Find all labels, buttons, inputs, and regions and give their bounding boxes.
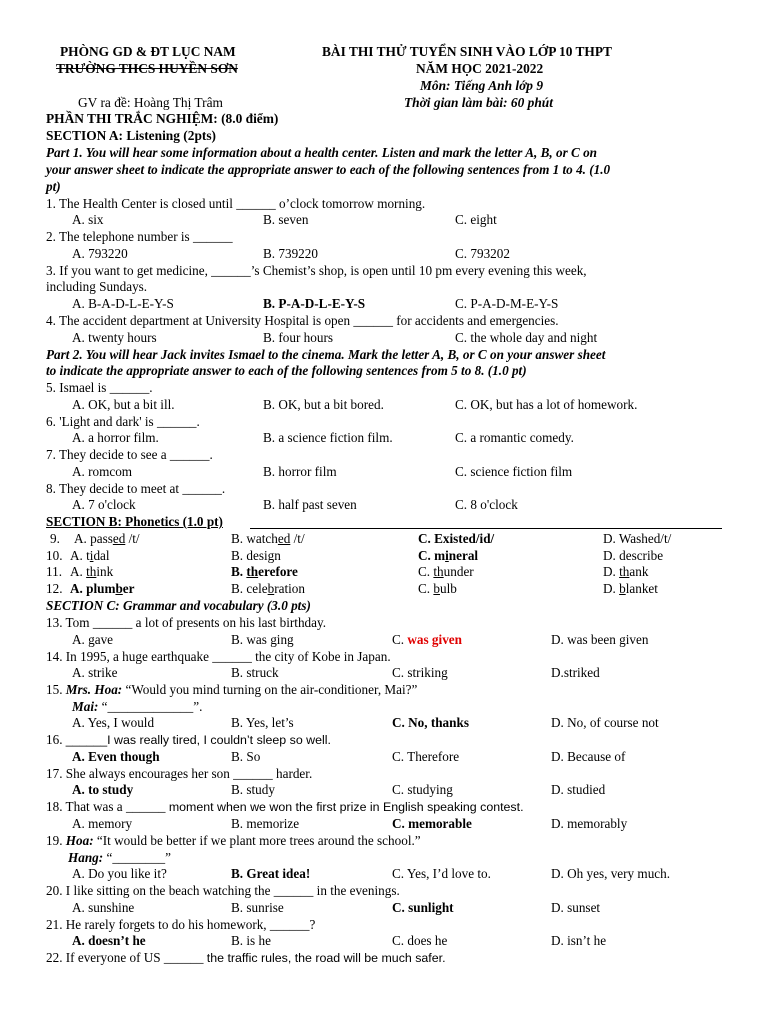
section-b-rule: [250, 528, 722, 529]
q9-option-b: B. watched /t/: [231, 531, 305, 546]
q14-option-c: C. striking: [392, 665, 448, 680]
teacher-name: GV ra đề: Hoàng Thị Trâm: [78, 95, 223, 110]
q11-option-c: C. thunder: [418, 564, 474, 579]
q11-option-d: D. thank: [603, 564, 649, 579]
q4-stem: 4. The accident department at University Hospital is open ______ for accidents and emergencies.: [46, 313, 559, 328]
q3-option-c: C. P-A-D-M-E-Y-S: [455, 296, 559, 311]
q7-option-a: A. romcom: [72, 464, 133, 479]
q16-option-b: B. So: [231, 749, 261, 764]
q2-option-b: B. 739220: [263, 246, 318, 261]
q5-stem: 5. Ismael is ______.: [46, 380, 153, 395]
q17-option-c: C. studying: [392, 782, 453, 797]
q20-stem: 20. I like sitting on the beach watching the ______ in the evenings.: [46, 883, 400, 898]
school-dept: PHÒNG GD & ĐT LỤC NAM: [60, 44, 236, 59]
q21-option-d: D. isn’t he: [551, 933, 607, 948]
q5-option-a: A. OK, but a bit ill.: [72, 397, 175, 412]
q20-option-b: B. sunrise: [231, 900, 284, 915]
q4-option-c: C. the whole day and night: [455, 330, 598, 345]
q13-answer-highlight: was given: [407, 632, 462, 647]
q8-stem: 8. They decide to meet at ______.: [46, 481, 226, 496]
q11-number: 11.: [46, 564, 62, 579]
q10-option-d: D. describe: [603, 548, 664, 563]
q11-option-a: A. think: [70, 564, 114, 579]
q22-stem: 22. If everyone of US ______ the traffic rules, the road will be much safer.: [46, 950, 446, 965]
q15-reply: Mai: “_____________”.: [72, 699, 203, 714]
q2-option-a: A. 793220: [72, 246, 128, 261]
part1-instruction-2: your answer sheet to indicate the appropriate answer to each of the following sentences from 1 to 4. (1.0: [46, 162, 611, 177]
q8-option-b: B. half past seven: [263, 497, 357, 512]
q12-option-d: D. blanket: [603, 581, 658, 596]
q9-option-c: C. Existed/id/: [418, 531, 495, 546]
q20-option-a: A. sunshine: [72, 900, 135, 915]
q15-option-b: B. Yes, let’s: [231, 715, 294, 730]
q18-option-d: D. memorably: [551, 816, 628, 831]
q18-option-b: B. memorize: [231, 816, 300, 831]
q14-option-d: D.striked: [551, 665, 600, 680]
q6-option-b: B. a science fiction film.: [263, 430, 393, 445]
section-b-title: SECTION B: Phonetics (1.0 pt): [46, 514, 223, 529]
q9-option-d: D. Washed/t/: [603, 531, 672, 546]
part1-instruction: Part 1. You will hear some information about a health center. Listen and mark the letter A, B, or C on: [46, 145, 598, 160]
part2-instruction: Part 2. You will hear Jack invites Ismael to the cinema. Mark the letter A, B, or C on your answer sheet: [46, 347, 606, 362]
q18-stem: 18. That was a ______ moment when we won the first prize in English speaking contest.: [46, 799, 524, 814]
q5-option-b: B. OK, but a bit bored.: [263, 397, 384, 412]
q20-option-c: C. sunlight: [392, 900, 454, 915]
q8-option-c: C. 8 o'clock: [455, 497, 518, 512]
q15-option-d: D. No, of course not: [551, 715, 659, 730]
q12-option-a: A. plumber: [70, 581, 135, 596]
q17-option-d: D. studied: [551, 782, 606, 797]
q15-stem: 15. Mrs. Hoa: “Would you mind turning on the air-conditioner, Mai?”: [46, 682, 418, 697]
q12-option-c: C. bulb: [418, 581, 457, 596]
q1-option-c: C. eight: [455, 212, 497, 227]
q19-stem: 19. Hoa: “It would be better if we plant more trees around the school.”: [46, 833, 421, 848]
q18-option-a: A. memory: [72, 816, 133, 831]
q13-option-a: A. gave: [72, 632, 114, 647]
q2-option-c: C. 793202: [455, 246, 510, 261]
q7-stem: 7. They decide to see a ______.: [46, 447, 213, 462]
q6-option-c: C. a romantic comedy.: [455, 430, 574, 445]
q3-option-a: A. B-A-D-L-E-Y-S: [72, 296, 174, 311]
section-a-title: SECTION A: Listening (2pts): [46, 128, 217, 143]
part1-instruction-3: pt): [46, 179, 61, 194]
q17-stem: 17. She always encourages her son ______ harder.: [46, 766, 313, 781]
q5-option-c: C. OK, but has a lot of homework.: [455, 397, 638, 412]
subject: Môn: Tiếng Anh lớp 9: [420, 78, 544, 93]
q9-number: 9.: [50, 531, 60, 546]
q16-option-d: D. Because of: [551, 749, 626, 764]
q16-option-c: C. Therefore: [392, 749, 460, 764]
q10-option-c: C. mineral: [418, 548, 479, 563]
q7-option-b: B. horror film: [263, 464, 337, 479]
q13-option-d: D. was been given: [551, 632, 649, 647]
time-limit: Thời gian làm bài: 60 phút: [404, 95, 553, 110]
q21-option-c: C. does he: [392, 933, 448, 948]
q13-option-b: B. was ging: [231, 632, 294, 647]
q13-option-c: C. was given: [392, 632, 462, 647]
q19-option-b: B. Great idea!: [231, 866, 311, 881]
q3-stem-2: including Sundays.: [46, 279, 148, 294]
q6-option-a: A. a horror film.: [72, 430, 159, 445]
q16-option-a: A. Even though: [72, 749, 160, 764]
q4-option-b: B. four hours: [263, 330, 333, 345]
q17-option-b: B. study: [231, 782, 275, 797]
exam-title: BÀI THI THỬ TUYỂN SINH VÀO LỚP 10 THPT: [322, 44, 612, 59]
q4-option-a: A. twenty hours: [72, 330, 157, 345]
q20-option-d: D. sunset: [551, 900, 601, 915]
q10-number: 10.: [46, 548, 63, 563]
q6-stem: 6. 'Light and dark' is ______.: [46, 414, 200, 429]
q13-stem: 13. Tom ______ a lot of presents on his last birthday.: [46, 615, 327, 630]
school-year: NĂM HỌC 2021-2022: [416, 61, 544, 76]
q1-option-b: B. seven: [263, 212, 309, 227]
school-name: TRƯỜNG THCS HUYỀN SƠN: [56, 61, 238, 76]
q21-option-a: A. doesn’t he: [72, 933, 146, 948]
part-title: PHẦN THI TRẮC NGHIỆM: (8.0 điểm): [46, 111, 279, 126]
q9-option-a: A. passed /t/: [74, 531, 140, 546]
q8-option-a: A. 7 o'clock: [72, 497, 136, 512]
q21-stem: 21. He rarely forgets to do his homework, ______?: [46, 917, 316, 932]
q14-option-b: B. struck: [231, 665, 279, 680]
q19-reply: Hang: “________”: [68, 850, 171, 865]
q16-stem: 16. ______I was really tired, I couldn’t sleep so well.: [46, 732, 331, 747]
q19-option-a: A. Do you like it?: [72, 866, 167, 881]
q21-option-b: B. is he: [231, 933, 271, 948]
q3-option-b: B. P-A-D-L-E-Y-S: [263, 296, 366, 311]
q17-option-a: A. to study: [72, 782, 134, 797]
q3-stem: 3. If you want to get medicine, ______’s Chemist’s shop, is open until 10 pm every evening this week,: [46, 263, 587, 278]
q2-stem: 2. The telephone number is ______: [46, 229, 233, 244]
q12-option-b: B. celebration: [231, 581, 305, 596]
q12-number: 12.: [46, 581, 63, 596]
q11-option-b: B. therefore: [231, 564, 298, 579]
section-c-title: SECTION C: Grammar and vocabulary (3.0 pts): [46, 598, 311, 613]
q1-option-a: A. six: [72, 212, 104, 227]
q15-option-c: C. No, thanks: [392, 715, 469, 730]
q7-option-c: C. science fiction film: [455, 464, 573, 479]
q14-stem: 14. In 1995, a huge earthquake ______ the city of Kobe in Japan.: [46, 649, 391, 664]
q19-option-c: C. Yes, I’d love to.: [392, 866, 491, 881]
q15-option-a: A. Yes, I would: [72, 715, 155, 730]
q10-option-a: A. tidal: [70, 548, 110, 563]
q18-option-c: C. memorable: [392, 816, 472, 831]
part2-instruction-2: to indicate the appropriate answer to each of the following sentences from 5 to 8. (1.0 pt): [46, 363, 527, 378]
q10-option-b: B. design: [231, 548, 281, 563]
q14-option-a: A. strike: [72, 665, 118, 680]
q1-stem: 1. The Health Center is closed until ______ o’clock tomorrow morning.: [46, 196, 426, 211]
q19-option-d: D. Oh yes, very much.: [551, 866, 671, 881]
